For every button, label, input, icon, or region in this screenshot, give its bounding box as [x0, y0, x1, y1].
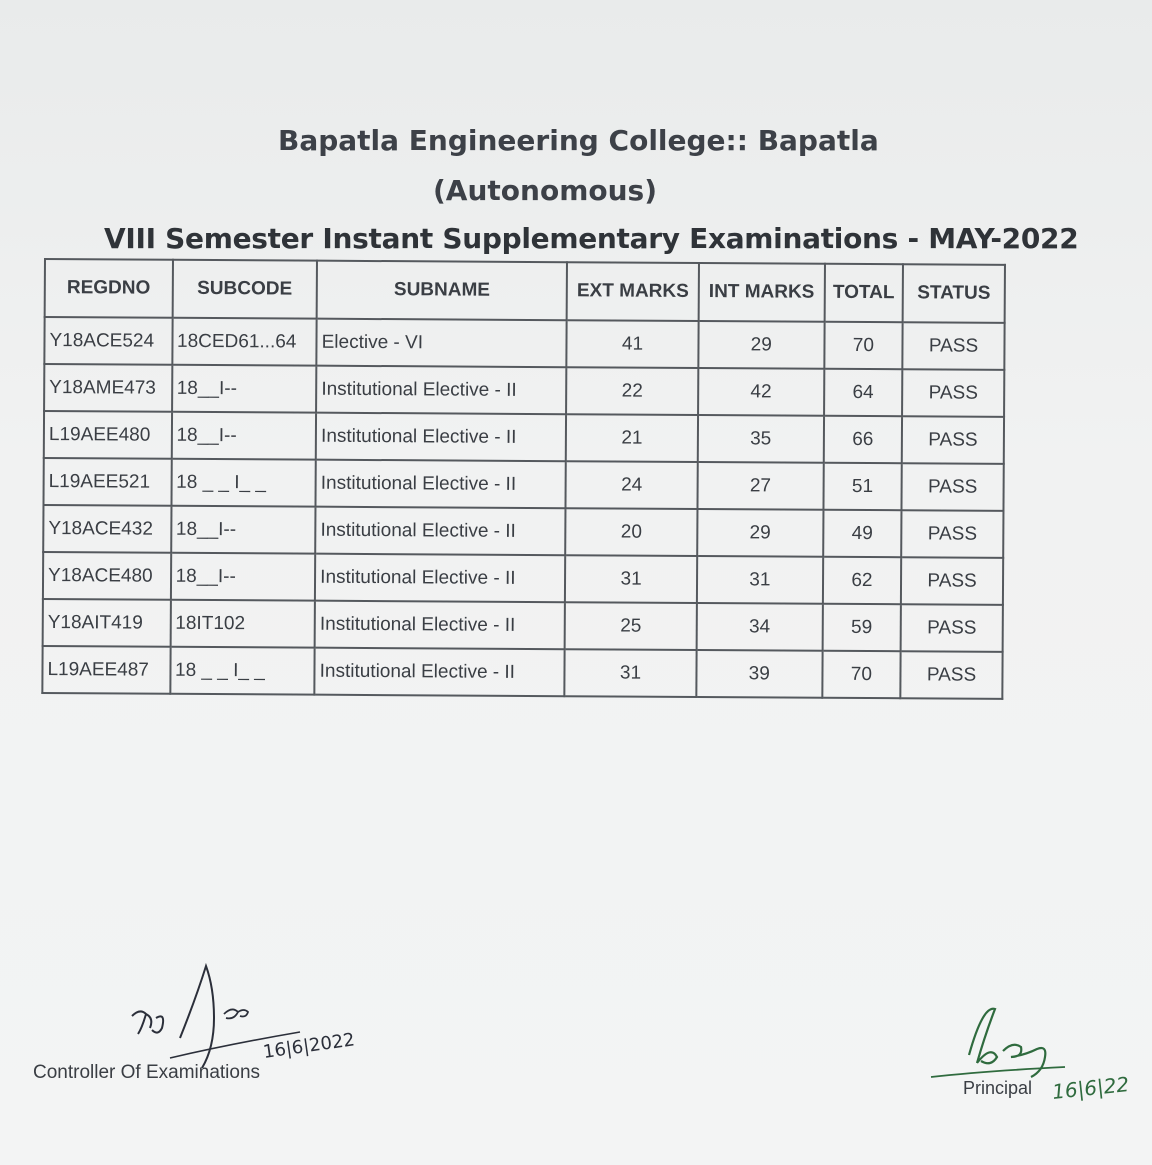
cell-subname: Institutional Elective - II [315, 601, 565, 650]
cell-status: PASS [902, 369, 1004, 417]
cell-total: 64 [824, 369, 903, 416]
cell-subcode: 18__I-- [171, 412, 316, 460]
table-row [43, 599, 1003, 652]
cell-total: 51 [823, 463, 902, 510]
cell-int-marks: 35 [698, 415, 824, 463]
cell-status: PASS [901, 557, 1003, 605]
cell-regdno: Y18AIT419 [43, 599, 171, 647]
cell-total: 49 [823, 510, 902, 557]
cell-total: 66 [823, 416, 902, 463]
cell-ext-marks: 22 [566, 367, 698, 415]
cell-ext-marks: 24 [566, 461, 698, 509]
cell-regdno: L19AEE480 [44, 411, 172, 459]
table-row [44, 364, 1004, 417]
cell-total: 70 [824, 322, 903, 369]
cell-status: PASS [902, 416, 1004, 464]
cell-ext-marks: 41 [567, 320, 699, 368]
cell-total: 59 [822, 604, 901, 651]
table-row [44, 411, 1004, 464]
cell-subname: Institutional Elective - II [315, 554, 565, 603]
cell-regdno: L19AEE487 [42, 646, 170, 694]
exam-title: VIII Semester Instant Supplementary Examinations - MAY-2022 [104, 222, 1079, 255]
cell-int-marks: 34 [697, 603, 823, 651]
header-subname: SUBNAME [317, 261, 567, 321]
cell-subname: Institutional Elective - II [314, 648, 564, 697]
cell-status: PASS [902, 463, 1004, 511]
cell-subcode: 18CED61...64 [172, 318, 317, 366]
cell-subname: Institutional Elective - II [315, 507, 565, 556]
college-name: Bapatla Engineering College:: Bapatla [278, 124, 879, 157]
cell-subcode: 18 _ _ I_ _ [171, 459, 316, 507]
cell-subcode: 18__I-- [171, 506, 316, 554]
cell-ext-marks: 25 [565, 602, 697, 650]
header-regdno: REGDNO [45, 259, 173, 318]
cell-regdno: Y18ACE432 [43, 505, 171, 553]
principal-label: Principal [963, 1078, 1033, 1098]
principal-signature [925, 995, 1145, 1115]
cell-int-marks: 39 [696, 650, 822, 698]
cell-regdno: Y18ACE480 [43, 552, 171, 600]
principal-signature-date: 16|6|22 [1051, 1072, 1131, 1104]
coe-signature-date: 16|6|2022 [261, 1029, 357, 1063]
cell-subname: Elective - VI [317, 319, 567, 368]
header-ext-marks: EXT MARKS [567, 262, 699, 321]
cell-subcode: 18__I-- [172, 365, 317, 413]
cell-regdno: Y18AME473 [44, 364, 172, 412]
cell-total: 70 [822, 651, 901, 698]
cell-status: PASS [901, 604, 1003, 652]
cell-int-marks: 29 [697, 509, 823, 557]
cell-subcode: 18__I-- [170, 553, 315, 601]
table-header-row [45, 259, 1005, 323]
cell-ext-marks: 31 [565, 555, 697, 603]
header-int-marks: INT MARKS [699, 263, 825, 322]
cell-ext-marks: 21 [566, 414, 698, 462]
header-status: STATUS [903, 264, 1005, 323]
cell-status: PASS [900, 651, 1002, 699]
table-row [42, 646, 1002, 699]
autonomous-label: (Autonomous) [433, 174, 657, 207]
cell-int-marks: 29 [698, 321, 824, 369]
cell-subcode: 18 _ _ I_ _ [170, 647, 315, 695]
cell-total: 62 [823, 557, 902, 604]
cell-int-marks: 27 [697, 462, 823, 510]
table-row [43, 458, 1003, 511]
table-row [43, 552, 1003, 605]
header-total: TOTAL [824, 264, 903, 322]
cell-int-marks: 31 [697, 556, 823, 604]
cell-subname: Institutional Elective - II [316, 413, 566, 462]
cell-subname: Institutional Elective - II [316, 366, 566, 415]
cell-int-marks: 42 [698, 368, 824, 416]
cell-subname: Institutional Elective - II [316, 460, 566, 509]
table-row [43, 505, 1003, 558]
cell-subcode: 18IT102 [170, 600, 315, 648]
cell-status: PASS [902, 322, 1004, 370]
header-subcode: SUBCODE [172, 260, 317, 319]
table-row [44, 317, 1004, 370]
results-table [41, 258, 1006, 700]
coe-signature [110, 958, 410, 1068]
controller-of-examinations-label: Controller Of Examinations [33, 1062, 261, 1083]
cell-regdno: L19AEE521 [43, 458, 171, 506]
cell-ext-marks: 20 [565, 508, 697, 556]
cell-regdno: Y18ACE524 [44, 317, 172, 365]
cell-ext-marks: 31 [565, 649, 697, 697]
cell-status: PASS [901, 510, 1003, 558]
